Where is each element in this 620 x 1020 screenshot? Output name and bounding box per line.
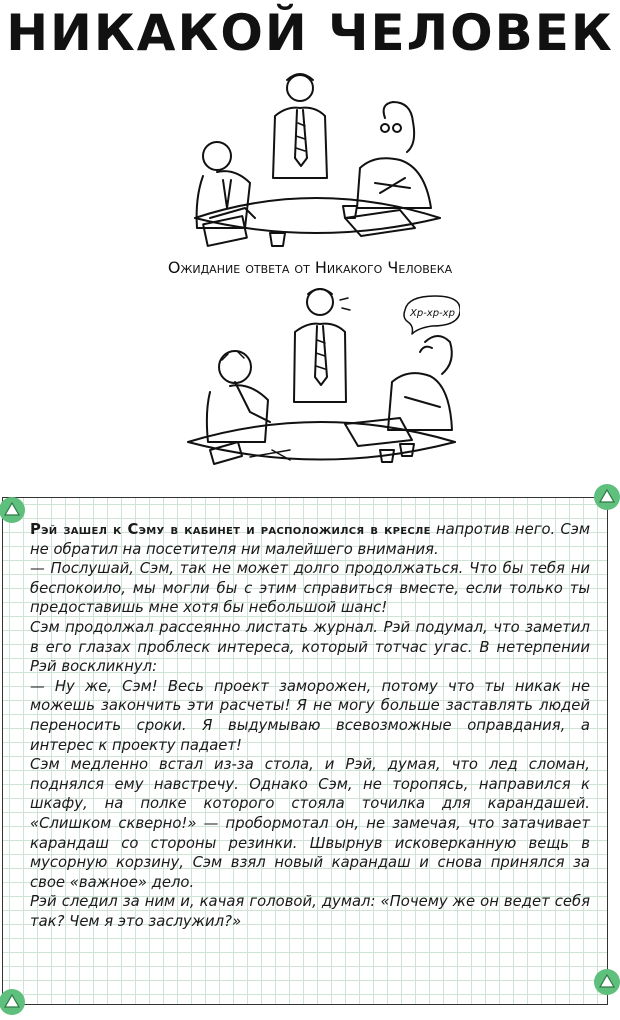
story-text	[30, 520, 590, 931]
story-lead-continuation: напротив него. Сэм не обратил на посетителя ни малейшего внимания.	[30, 521, 590, 558]
story-paragraph: Сэм продолжал рассеянно листать журнал. Рэй подумал, что заметил в его глазах проблеск интереса, который тотчас угас. В нетерпении Рэй воскликнул:	[30, 618, 590, 676]
story-paragraph	[30, 520, 590, 559]
story-paragraph: — Послушай, Сэм, так не может долго продолжаться. Что бы тебя ни беспокоило, мы могли бы с этим справиться вместе, если только ты предоставишь мне хотя бы небольшой шанс!	[30, 560, 590, 617]
snore-label: Хр-хр-хр	[410, 308, 455, 319]
story-lead: Рэй зашел к Сэму в кабинет и расположился в кресле	[30, 521, 431, 538]
triangle-up-icon	[0, 497, 25, 523]
triangle-up-icon	[594, 484, 620, 510]
meeting-illustration-bottom	[180, 282, 460, 482]
page-title: НИКАКОЙ ЧЕЛОВЕК	[6, 4, 614, 62]
triangle-up-icon	[594, 969, 620, 995]
triangle-up-icon	[0, 989, 25, 1015]
story-paragraph: Рэй следил за ним и, качая головой, думал: «Почему же он ведет себя так? Чем я это заслужил?»	[30, 893, 590, 930]
illustration-caption: Ожидание ответа от Никакого Человека	[167, 258, 453, 277]
meeting-illustration-top	[175, 68, 450, 258]
story-paragraph: Сэм медленно встал из-за стола, и Рэй, думая, что лед сломан, поднялся ему навстречу. Однако Сэм, не торопясь, направился к шкафу, на полке которого стояла точилка для карандашей. «Слишком скверно!» — пробормотал он, не замечая, что затачивает карандаш со стороны резинки. Швырнув исковерканную вещь в мусорную корзину, Сэм взял новый карандаш и снова принялся за свое «важное» дело.	[30, 756, 590, 891]
story-paragraph: — Ну же, Сэм! Весь проект заморожен, потому что ты никак не можешь закончить эти расчеты! Я не могу больше заставлять людей переносить сроки. Я выдумываю всевозможные оправдания, а интерес к проекту падает!	[30, 677, 590, 754]
